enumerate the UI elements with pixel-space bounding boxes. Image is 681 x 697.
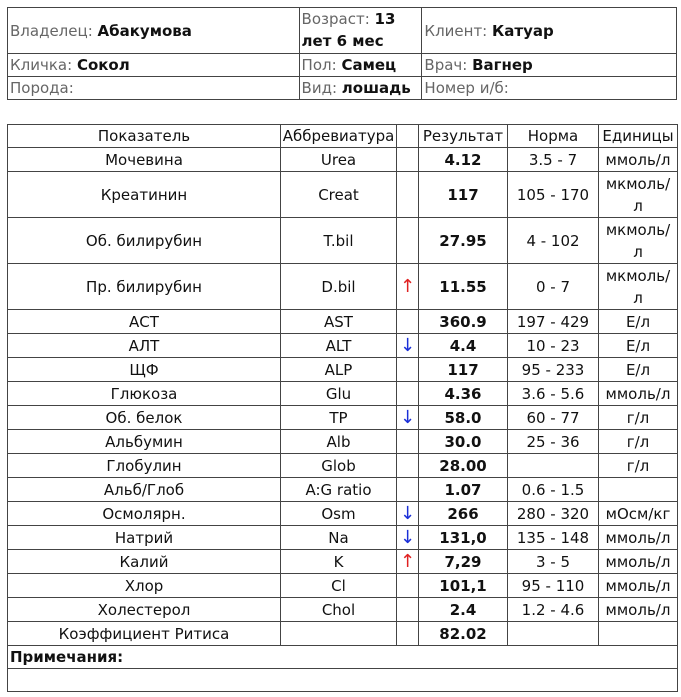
cell-abbreviation: Cl: [281, 574, 397, 598]
cell-result: 2.4: [419, 598, 508, 622]
col-header-result: Результат: [419, 125, 508, 148]
doctor-value: Вагнер: [472, 56, 533, 74]
notes-row: [8, 646, 678, 669]
cell-unit: Е/л: [599, 310, 678, 334]
cell-unit: мОсм/кг: [599, 502, 678, 526]
col-header-flag: [397, 125, 419, 148]
cell-result: 360.9: [419, 310, 508, 334]
cell-norm: 95 - 110: [508, 574, 599, 598]
arrow-down-icon: ↓: [399, 406, 416, 428]
cell-name: АСТ: [8, 310, 281, 334]
sex-cell: [299, 54, 422, 77]
cell-abbreviation: Creat: [281, 172, 397, 218]
cell-result: 27.95: [419, 218, 508, 264]
table-row: [8, 358, 678, 382]
table-row: [8, 478, 678, 502]
notes-label: Примечания:: [8, 646, 678, 669]
cell-name: Хлор: [8, 574, 281, 598]
cell-result: 117: [419, 172, 508, 218]
nickname-cell: [8, 54, 300, 77]
cell-name: ЩФ: [8, 358, 281, 382]
col-header-name: Показатель: [8, 125, 281, 148]
cell-flag: [397, 310, 419, 334]
cell-norm: 0.6 - 1.5: [508, 478, 599, 502]
results-header-row: [8, 125, 678, 148]
breed-label: Порода:: [10, 79, 74, 97]
cell-name: АЛТ: [8, 334, 281, 358]
cell-name: Осмолярн.: [8, 502, 281, 526]
cell-norm: 1.2 - 4.6: [508, 598, 599, 622]
cell-unit: ммоль/л: [599, 382, 678, 406]
cell-flag: [397, 264, 419, 310]
cell-name: Натрий: [8, 526, 281, 550]
client-label: Клиент:: [424, 21, 488, 40]
col-header-unit: Единицы: [599, 125, 678, 148]
cell-norm: 3.5 - 7: [508, 148, 599, 172]
cell-unit: мкмоль/ л: [599, 172, 678, 218]
cell-flag: [397, 574, 419, 598]
cell-unit: мкмоль/ л: [599, 264, 678, 310]
cell-result: 266: [419, 502, 508, 526]
cell-name: Об. белок: [8, 406, 281, 430]
cell-result: 11.55: [419, 264, 508, 310]
number-label: Номер и/б:: [424, 79, 509, 97]
cell-result: 4.36: [419, 382, 508, 406]
cell-abbreviation: T.bil: [281, 218, 397, 264]
cell-flag: [397, 478, 419, 502]
arrow-up-icon: ↑: [399, 275, 416, 297]
cell-abbreviation: [281, 622, 397, 646]
cell-result: 28.00: [419, 454, 508, 478]
cell-result: 4.4: [419, 334, 508, 358]
cell-unit: Е/л: [599, 334, 678, 358]
owner-label: Владелец:: [10, 21, 93, 40]
cell-unit: [599, 622, 678, 646]
cell-abbreviation: Chol: [281, 598, 397, 622]
cell-norm: 105 - 170: [508, 172, 599, 218]
cell-result: 7,29: [419, 550, 508, 574]
notes-content: [8, 669, 678, 692]
cell-flag: [397, 218, 419, 264]
cell-name: Холестерол: [8, 598, 281, 622]
cell-abbreviation: A:G ratio: [281, 478, 397, 502]
cell-result: 131,0: [419, 526, 508, 550]
cell-unit: ммоль/л: [599, 526, 678, 550]
cell-name: Калий: [8, 550, 281, 574]
cell-name: Пр. билирубин: [8, 264, 281, 310]
cell-name: Альб/Глоб: [8, 478, 281, 502]
age-value: 13 лет 6 мес: [301, 10, 396, 50]
arrow-down-icon: ↓: [399, 334, 416, 356]
cell-norm: 95 - 233: [508, 358, 599, 382]
cell-norm: 4 - 102: [508, 218, 599, 264]
cell-flag: [397, 430, 419, 454]
cell-name: Мочевина: [8, 148, 281, 172]
cell-unit: ммоль/л: [599, 598, 678, 622]
number-cell: [422, 77, 677, 100]
cell-result: 1.07: [419, 478, 508, 502]
cell-unit: Е/л: [599, 358, 678, 382]
cell-flag: [397, 598, 419, 622]
cell-abbreviation: TP: [281, 406, 397, 430]
table-row: [8, 264, 678, 310]
nickname-value: Сокол: [76, 56, 130, 74]
cell-flag: [397, 334, 419, 358]
doctor-cell: [422, 54, 677, 77]
table-row: [8, 310, 678, 334]
nickname-label: Кличка:: [10, 56, 73, 74]
cell-norm: 3.6 - 5.6: [508, 382, 599, 406]
cell-norm: 280 - 320: [508, 502, 599, 526]
cell-abbreviation: Alb: [281, 430, 397, 454]
table-row: [8, 598, 678, 622]
cell-norm: [508, 454, 599, 478]
table-row: [8, 430, 678, 454]
cell-unit: г/л: [599, 430, 678, 454]
cell-name: Альбумин: [8, 430, 281, 454]
cell-norm: [508, 622, 599, 646]
cell-unit: ммоль/л: [599, 550, 678, 574]
breed-cell: [8, 77, 300, 100]
cell-flag: [397, 454, 419, 478]
cell-abbreviation: Na: [281, 526, 397, 550]
cell-norm: 0 - 7: [508, 264, 599, 310]
col-header-norm: Норма: [508, 125, 599, 148]
sex-value: Самец: [341, 56, 397, 74]
species-cell: [299, 77, 422, 100]
cell-norm: 10 - 23: [508, 334, 599, 358]
cell-abbreviation: ALP: [281, 358, 397, 382]
cell-abbreviation: ALT: [281, 334, 397, 358]
cell-abbreviation: K: [281, 550, 397, 574]
species-label: Вид:: [301, 79, 338, 97]
arrow-up-icon: ↑: [399, 550, 416, 572]
cell-flag: [397, 148, 419, 172]
cell-unit: ммоль/л: [599, 574, 678, 598]
cell-abbreviation: D.bil: [281, 264, 397, 310]
table-row: [8, 550, 678, 574]
cell-flag: [397, 622, 419, 646]
age-label: Возраст:: [301, 10, 370, 28]
arrow-down-icon: ↓: [399, 502, 416, 524]
doctor-label: Врач:: [424, 56, 468, 74]
cell-flag: [397, 358, 419, 382]
cell-result: 117: [419, 358, 508, 382]
cell-flag: [397, 550, 419, 574]
cell-result: 82.02: [419, 622, 508, 646]
table-row: [8, 622, 678, 646]
cell-result: 30.0: [419, 430, 508, 454]
sex-label: Пол:: [301, 56, 337, 74]
patient-info-table: [7, 7, 677, 100]
cell-flag: [397, 502, 419, 526]
table-row: [8, 454, 678, 478]
table-row: [8, 574, 678, 598]
cell-name: Креатинин: [8, 172, 281, 218]
species-value: лошадь: [341, 79, 411, 97]
cell-norm: 60 - 77: [508, 406, 599, 430]
cell-flag: [397, 526, 419, 550]
client-value: Катуар: [492, 21, 554, 40]
cell-abbreviation: Glu: [281, 382, 397, 406]
cell-flag: [397, 382, 419, 406]
cell-abbreviation: AST: [281, 310, 397, 334]
table-row: [8, 502, 678, 526]
cell-result: 4.12: [419, 148, 508, 172]
arrow-down-icon: ↓: [399, 526, 416, 548]
owner-value: Абакумова: [97, 21, 192, 40]
cell-result: 58.0: [419, 406, 508, 430]
client-cell: [422, 8, 677, 54]
col-header-abbr: Аббревиатура: [281, 125, 397, 148]
table-row: [8, 382, 678, 406]
table-row: [8, 406, 678, 430]
cell-unit: мкмоль/ л: [599, 218, 678, 264]
table-row: [8, 334, 678, 358]
cell-norm: 197 - 429: [508, 310, 599, 334]
table-row: [8, 218, 678, 264]
table-row: [8, 172, 678, 218]
cell-unit: г/л: [599, 454, 678, 478]
cell-name: Об. билирубин: [8, 218, 281, 264]
owner-cell: [8, 8, 300, 54]
cell-norm: 135 - 148: [508, 526, 599, 550]
cell-abbreviation: Urea: [281, 148, 397, 172]
cell-abbreviation: Osm: [281, 502, 397, 526]
cell-name: Глюкоза: [8, 382, 281, 406]
cell-name: Коэффициент Ритиса: [8, 622, 281, 646]
cell-unit: г/л: [599, 406, 678, 430]
table-row: [8, 526, 678, 550]
cell-unit: [599, 478, 678, 502]
cell-abbreviation: Glob: [281, 454, 397, 478]
cell-norm: 25 - 36: [508, 430, 599, 454]
cell-name: Глобулин: [8, 454, 281, 478]
table-row: [8, 148, 678, 172]
results-table: [7, 124, 678, 692]
cell-flag: [397, 406, 419, 430]
cell-result: 101,1: [419, 574, 508, 598]
age-cell: [299, 8, 422, 54]
notes-content-row: [8, 669, 678, 692]
cell-norm: 3 - 5: [508, 550, 599, 574]
cell-unit: ммоль/л: [599, 148, 678, 172]
cell-flag: [397, 172, 419, 218]
